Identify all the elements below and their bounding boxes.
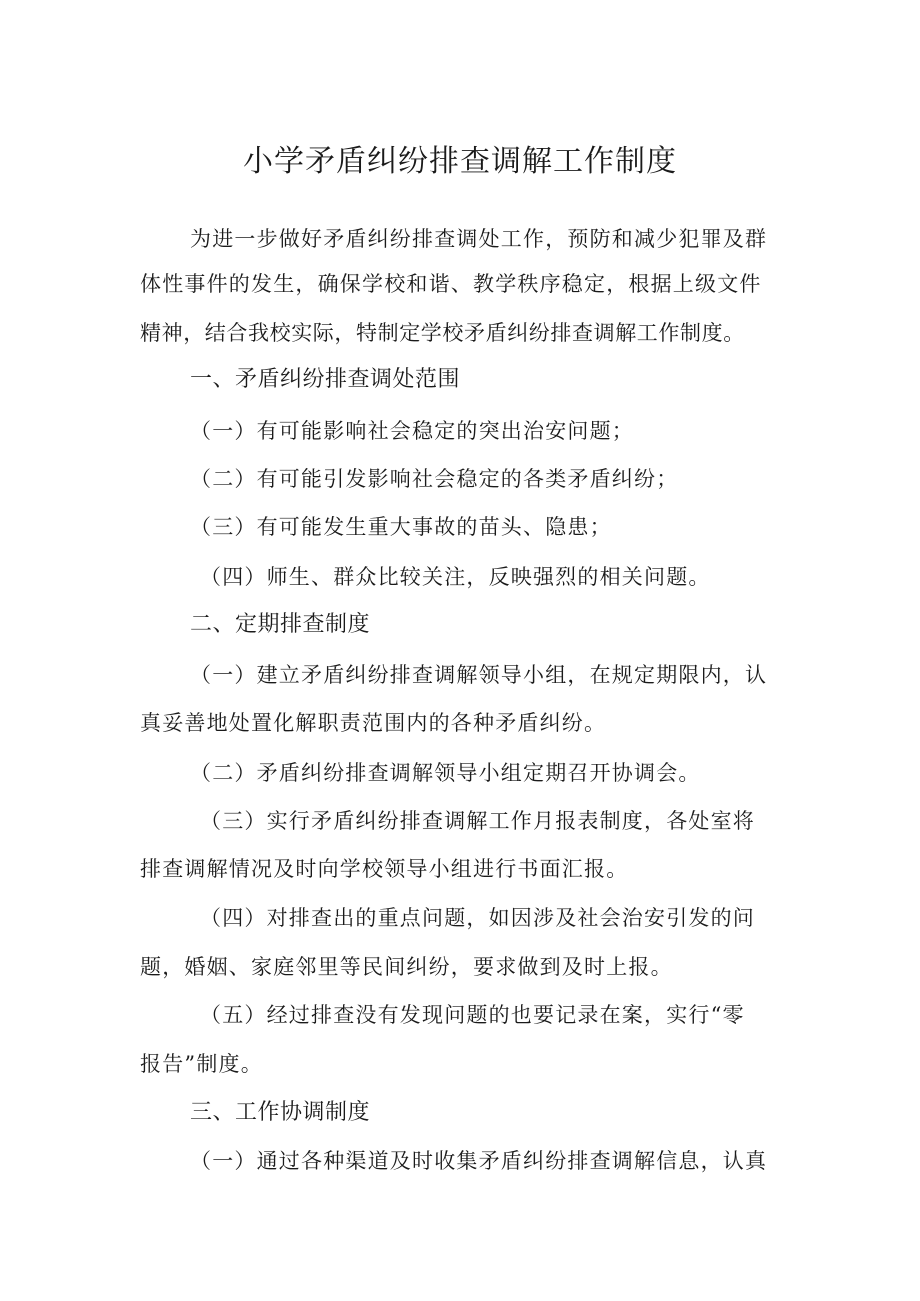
section-2-line-9: 报告”制度。 [140,1052,263,1076]
intro-line-1: 为进一步做好矛盾纠纷排查调处工作，预防和减少犯罪及群 [190,227,768,251]
section-2-line-8: （五）经过排查没有发现问题的也要记录在案，实行“零 [200,1003,745,1027]
document-title: 小学矛盾纠纷排查调解工作制度 [243,144,677,179]
section-1-item-2: （二）有可能引发影响社会稳定的各类矛盾纠纷； [190,467,679,491]
section-1-heading: 一、矛盾纠纷排查调处范围 [190,367,461,392]
section-2-heading: 二、定期排查制度 [190,612,371,637]
section-2-line-2: 真妥善地处置化解职责范围内的各种矛盾纠纷。 [140,711,607,735]
section-1-item-4: （四）师生、群众比较关注，反映强烈的相关问题。 [200,565,711,589]
section-2-line-3: （二）矛盾纠纷排查调解领导小组定期召开协调会。 [190,761,701,785]
intro-line-3: 精神，结合我校实际，特制定学校矛盾纠纷排查调解工作制度。 [140,321,745,345]
section-2-line-7: 题，婚姻、家庭邻里等民间纠纷，要求做到及时上报。 [140,955,673,979]
section-1-item-1: （一）有可能影响社会稳定的突出治安问题； [190,419,634,443]
intro-line-2: 体性事件的发生，确保学校和谐、教学秩序稳定，根据上级文件 [140,272,762,296]
section-3-line-1: （一）通过各种渠道及时收集矛盾纠纷排查调解信息，认真 [190,1149,768,1173]
section-2-line-6: （四）对排查出的重点问题，如因涉及社会治安引发的问 [200,906,755,930]
section-3-heading: 三、工作协调制度 [190,1100,371,1125]
section-1-item-3: （三）有可能发生重大事故的苗头、隐患； [190,515,612,539]
section-2-line-4: （三）实行矛盾纠纷排查调解工作月报表制度，各处室将 [200,809,755,833]
section-2-line-1: （一）建立矛盾纠纷排查调解领导小组，在规定期限内，认 [190,663,768,687]
section-2-line-5: 排查调解情况及时向学校领导小组进行书面汇报。 [140,857,629,881]
